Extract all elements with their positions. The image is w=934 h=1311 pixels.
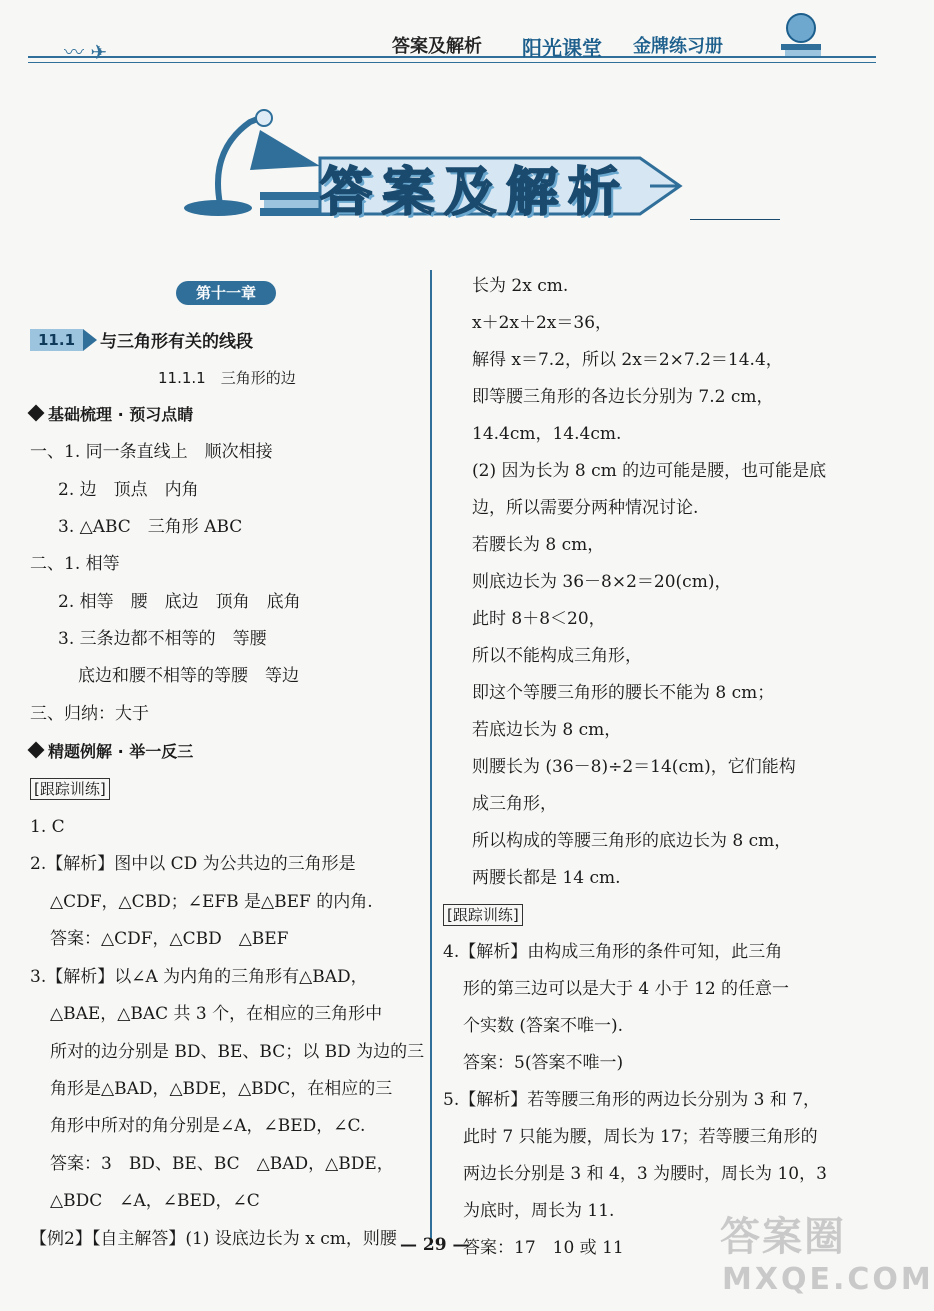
answer-line: 底边和腰不相等的等腰 等边 [78, 666, 299, 686]
answer-line: 即这个等腰三角形的腰长不能为 8 cm； [472, 683, 775, 703]
page-header [28, 36, 876, 66]
answer-line: 两边长分别是 3 和 4，3 为腰时，周长为 10，3 [463, 1164, 827, 1184]
answer-line: 角形中所对的角分别是∠A，∠BED，∠C. [50, 1116, 366, 1136]
answer-line: 则腰长为 (36－8)÷2＝14(cm)，它们能构 [472, 757, 796, 777]
chapter-badge: 第十一章 [176, 281, 276, 305]
header-answers: 答案及解析 [392, 36, 482, 57]
answer-line: 形的第三边可以是大于 4 小于 12 的任意一 [463, 979, 790, 999]
answer-line: 2. 相等 腰 底边 顶角 底角 [58, 592, 301, 612]
answer-line: 所以不能构成三角形， [472, 646, 642, 666]
basic-review-heading: 基础梳理 · 预习点睛 [30, 403, 193, 427]
answer-line: 所对的边分别是 BD、BE、BC；以 BD 为边的三 [50, 1042, 425, 1062]
answer-line: 若底边长为 8 cm， [472, 720, 622, 740]
answer-line: 3. △ABC 三角形 ABC [58, 517, 243, 537]
follow-up-training-tag: [跟踪训练] [443, 903, 523, 927]
watermark-url: MXQE.COM [722, 1262, 934, 1297]
answer-line: 答案：17 10 或 11 [463, 1238, 624, 1258]
globe-books-icon [763, 10, 833, 60]
follow-up-training-tag: [跟踪训练] [30, 777, 110, 801]
answer-line: 所以构成的等腰三角形的底边长为 8 cm， [472, 831, 792, 851]
header-brand: 阳光课堂 [522, 36, 602, 60]
answer-line: 3. 三条边都不相等的 等腰 [58, 629, 267, 649]
answer-line: 即等腰三角形的各边长分别为 7.2 cm， [472, 387, 774, 407]
answer-line: 若腰长为 8 cm， [472, 535, 605, 555]
subsection-title: 11.1.1 三角形的边 [158, 369, 296, 387]
answer-line: 边，所以需要分两种情况讨论. [472, 498, 699, 518]
answer-line: 一、1. 同一条直线上 顺次相接 [30, 442, 273, 462]
answer-line: 2. 边 顶点 内角 [58, 480, 199, 500]
answer-line: 三、归纳：大于 [30, 704, 149, 724]
diamond-bullet-icon [28, 405, 45, 422]
birds-icon: 〰 ✈ [64, 40, 108, 64]
examples-heading: 精题例解 · 举一反三 [30, 740, 193, 764]
banner-rule [690, 219, 780, 220]
answer-line: 【例2】【自主解答】(1) 设底边长为 x cm，则腰 [30, 1229, 397, 1249]
answer-line: △CDF，△CBD；∠EFB 是△BEF 的内角. [50, 892, 373, 912]
answer-line: 个实数 (答案不唯一). [463, 1016, 624, 1036]
answer-line: 解得 x＝7.2，所以 2x＝2×7.2＝14.4， [472, 350, 783, 370]
answer-line: 为底时，周长为 11. [463, 1201, 615, 1221]
answer-line: 此时 8＋8＜20， [472, 609, 606, 629]
answer-line: 14.4cm，14.4cm. [472, 424, 622, 444]
answer-line: 5.【解析】若等腰三角形的两边长分别为 3 和 7， [443, 1090, 821, 1110]
answer-line: 3.【解析】以∠A 为内角的三角形有△BAD， [30, 967, 368, 987]
answer-line: 成三角形， [472, 794, 557, 814]
header-rule-thin [28, 62, 876, 63]
answer-line: △BDC ∠A，∠BED，∠C [50, 1191, 260, 1211]
answer-line: 二、1. 相等 [30, 554, 120, 574]
banner-title: 答案及解析 [320, 163, 631, 223]
answer-line: x＋2x＋2x＝36， [472, 313, 613, 333]
answer-line: 答案：5(答案不唯一) [463, 1053, 624, 1073]
section-number-badge: 11.1 [30, 329, 83, 351]
answer-line: (2) 因为长为 8 cm 的边可能是腰，也可能是底 [472, 461, 827, 481]
answer-line: 长为 2x cm. [472, 276, 569, 296]
header-book: 金牌练习册 [633, 36, 723, 57]
diamond-bullet-icon [28, 742, 45, 759]
answer-line: 2.【解析】图中以 CD 为公共边的三角形是 [30, 854, 356, 874]
answer-line: △BAE，△BAC 共 3 个，在相应的三角形中 [50, 1004, 383, 1024]
answer-line: 此时 7 只能为腰，周长为 17；若等腰三角形的 [463, 1127, 818, 1147]
answer-line: 则底边长为 36－8×2＝20(cm)， [472, 572, 732, 592]
answer-line: 1. C [30, 817, 65, 837]
watermark-logo: 答案圈 [720, 1214, 846, 1260]
answer-line: 角形是△BAD，△BDE，△BDC，在相应的三 [50, 1079, 393, 1099]
answer-line: 答案：3 BD、BE、BC △BAD，△BDE， [50, 1154, 394, 1174]
page-number: — 29 — [400, 1235, 470, 1255]
section-title: 与三角形有关的线段 [100, 332, 253, 352]
answer-line: 答案：△CDF，△CBD △BEF [50, 929, 289, 949]
column-divider [430, 270, 432, 1245]
answer-line: 两腰长都是 14 cm. [472, 868, 621, 888]
answer-line: 4.【解析】由构成三角形的条件可知，此三角 [443, 942, 783, 962]
